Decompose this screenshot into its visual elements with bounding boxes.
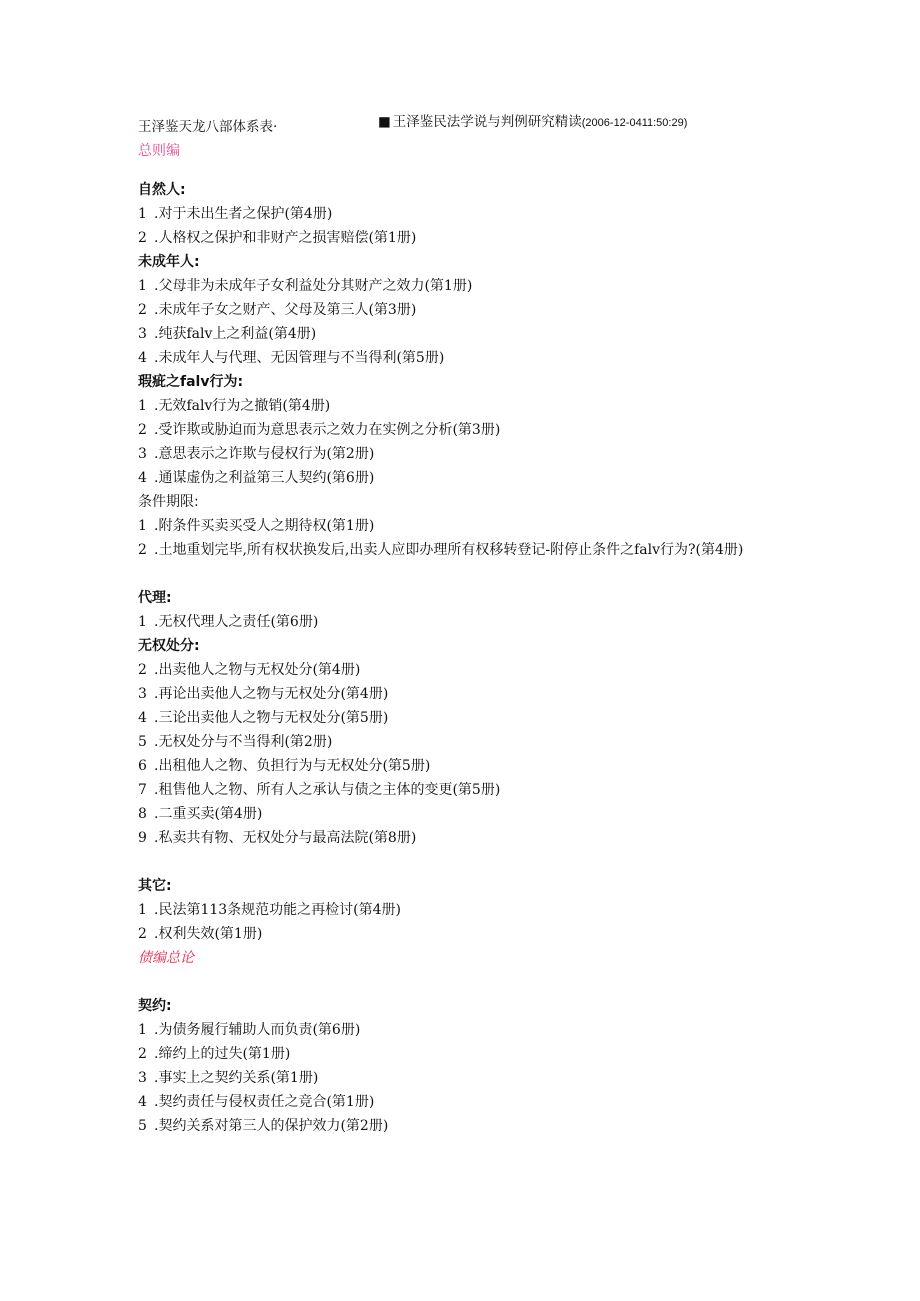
list-item — [138, 466, 778, 490]
list-item — [138, 1090, 778, 1114]
item-text: .契约关系对第三人的保护效力(第2册) — [154, 1118, 389, 1134]
item-number: 7 — [138, 782, 147, 798]
section-heading: 自然人: — [138, 182, 186, 198]
list-item — [138, 394, 778, 418]
list-item — [138, 706, 778, 730]
item-number: 4 — [138, 710, 147, 726]
section-heading: 未成年人: — [138, 254, 200, 270]
list-item — [138, 274, 778, 298]
item-text: .通谋虚伪之利益第三人契约(第6册) — [154, 470, 375, 486]
item-number: 5 — [138, 1118, 147, 1134]
item-text: .未成年子女之财产、父母及第三人(第3册) — [154, 302, 417, 318]
header-timestamp: (2006-12-0411:50:29) — [581, 117, 688, 129]
list-item — [138, 610, 778, 634]
section-heading: 其它: — [138, 878, 172, 894]
item-text: .事实上之契约关系(第1册) — [154, 1070, 319, 1086]
list-item — [138, 898, 778, 922]
item-text: .二重买卖(第4册) — [154, 806, 263, 822]
item-number: 2 — [138, 662, 147, 678]
list-item — [138, 202, 778, 226]
list-item — [138, 1042, 778, 1066]
list-item — [138, 226, 778, 250]
item-text: .受诈欺或胁迫而为意思表示之效力在实例之分析(第3册) — [154, 422, 501, 438]
item-number: 4 — [138, 470, 147, 486]
section-heading: 无权处分: — [138, 638, 200, 654]
square-bullet-icon: ■ — [378, 114, 391, 130]
item-text: .租售他人之物、所有人之承认与债之主体的变更(第5册) — [154, 782, 501, 798]
item-number: 9 — [138, 830, 147, 846]
header-right — [378, 110, 687, 130]
item-number: 4 — [138, 350, 147, 366]
header-left-title: 王泽鉴天龙八部体系表· — [138, 119, 278, 135]
item-number: 2 — [138, 542, 147, 558]
item-number: 1 — [138, 398, 147, 414]
list-item — [138, 682, 778, 706]
item-text: .纯获falv上之利益(第4册) — [154, 326, 317, 342]
list-item — [138, 922, 778, 946]
item-text: .契约责任与侵权责任之竞合(第1册) — [154, 1094, 375, 1110]
item-number: 5 — [138, 734, 147, 750]
item-text: .民法第113条规范功能之再检讨(第4册) — [154, 902, 402, 918]
list-item — [138, 514, 778, 538]
list-item — [138, 538, 778, 562]
item-text: .意思表示之诈欺与侵权行为(第2册) — [154, 446, 375, 462]
item-number: 3 — [138, 1070, 147, 1086]
header-right-title: 王泽鉴民法学说与判例研究精读 — [392, 114, 582, 130]
list-item — [138, 754, 778, 778]
part-title-obligations: 债编总论 — [138, 950, 194, 966]
item-number: 2 — [138, 1046, 147, 1062]
item-text: .无权处分与不当得利(第2册) — [154, 734, 333, 750]
item-number: 1 — [138, 902, 147, 918]
item-number: 1 — [138, 278, 147, 294]
list-item — [138, 658, 778, 682]
item-text: .为债务履行辅助人而负责(第6册) — [154, 1022, 361, 1038]
item-number: 3 — [138, 686, 147, 702]
item-text: .出租他人之物、负担行为与无权处分(第5册) — [154, 758, 431, 774]
list-item — [138, 1066, 778, 1090]
list-item — [138, 418, 778, 442]
item-number: 1 — [138, 614, 147, 630]
item-text: .出卖他人之物与无权处分(第4册) — [154, 662, 361, 678]
section-heading: 条件期限: — [138, 494, 199, 510]
item-text: .未成年人与代理、无因管理与不当得利(第5册) — [154, 350, 445, 366]
item-text: .私卖共有物、无权处分与最高法院(第8册) — [154, 830, 417, 846]
list-item — [138, 346, 778, 370]
item-text: .父母非为未成年子女利益处分其财产之效力(第1册) — [154, 278, 473, 294]
item-text: .缔约上的过失(第1册) — [154, 1046, 291, 1062]
list-item — [138, 298, 778, 322]
item-text: .对于未出生者之保护(第4册) — [154, 206, 333, 222]
item-number: 3 — [138, 446, 147, 462]
item-number: 8 — [138, 806, 147, 822]
item-number: 3 — [138, 326, 147, 342]
list-item — [138, 730, 778, 754]
item-text: .附条件买卖买受人之期待权(第1册) — [154, 518, 375, 534]
item-number: 4 — [138, 1094, 147, 1110]
item-text: .三论出卖他人之物与无权处分(第5册) — [154, 710, 389, 726]
item-number: 2 — [138, 422, 147, 438]
document-body — [138, 178, 778, 1138]
item-text: .土地重划完毕,所有权状换发后,出卖人应即办理所有权移转登记-附停止条件之falv行为?(第4册) — [154, 542, 744, 558]
part-title-general: 总则编 — [138, 143, 180, 159]
section-heading: 瑕疵之falv行为: — [138, 374, 244, 390]
item-number: 2 — [138, 302, 147, 318]
list-item — [138, 1018, 778, 1042]
list-item — [138, 442, 778, 466]
list-item — [138, 802, 778, 826]
section-heading: 代理: — [138, 590, 172, 606]
item-number: 1 — [138, 1022, 147, 1038]
item-number: 1 — [138, 206, 147, 222]
list-item — [138, 778, 778, 802]
item-text: .人格权之保护和非财产之损害赔偿(第1册) — [154, 230, 417, 246]
item-number: 1 — [138, 518, 147, 534]
section-heading: 契约: — [138, 998, 172, 1014]
item-number: 2 — [138, 926, 147, 942]
item-text: .权利失效(第1册) — [154, 926, 263, 942]
list-item — [138, 322, 778, 346]
item-number: 2 — [138, 230, 147, 246]
item-text: .无效falv行为之撤销(第4册) — [154, 398, 331, 414]
list-item — [138, 826, 778, 850]
item-text: .无权代理人之责任(第6册) — [154, 614, 319, 630]
item-text: .再论出卖他人之物与无权处分(第4册) — [154, 686, 389, 702]
item-number: 6 — [138, 758, 147, 774]
list-item — [138, 1114, 778, 1138]
